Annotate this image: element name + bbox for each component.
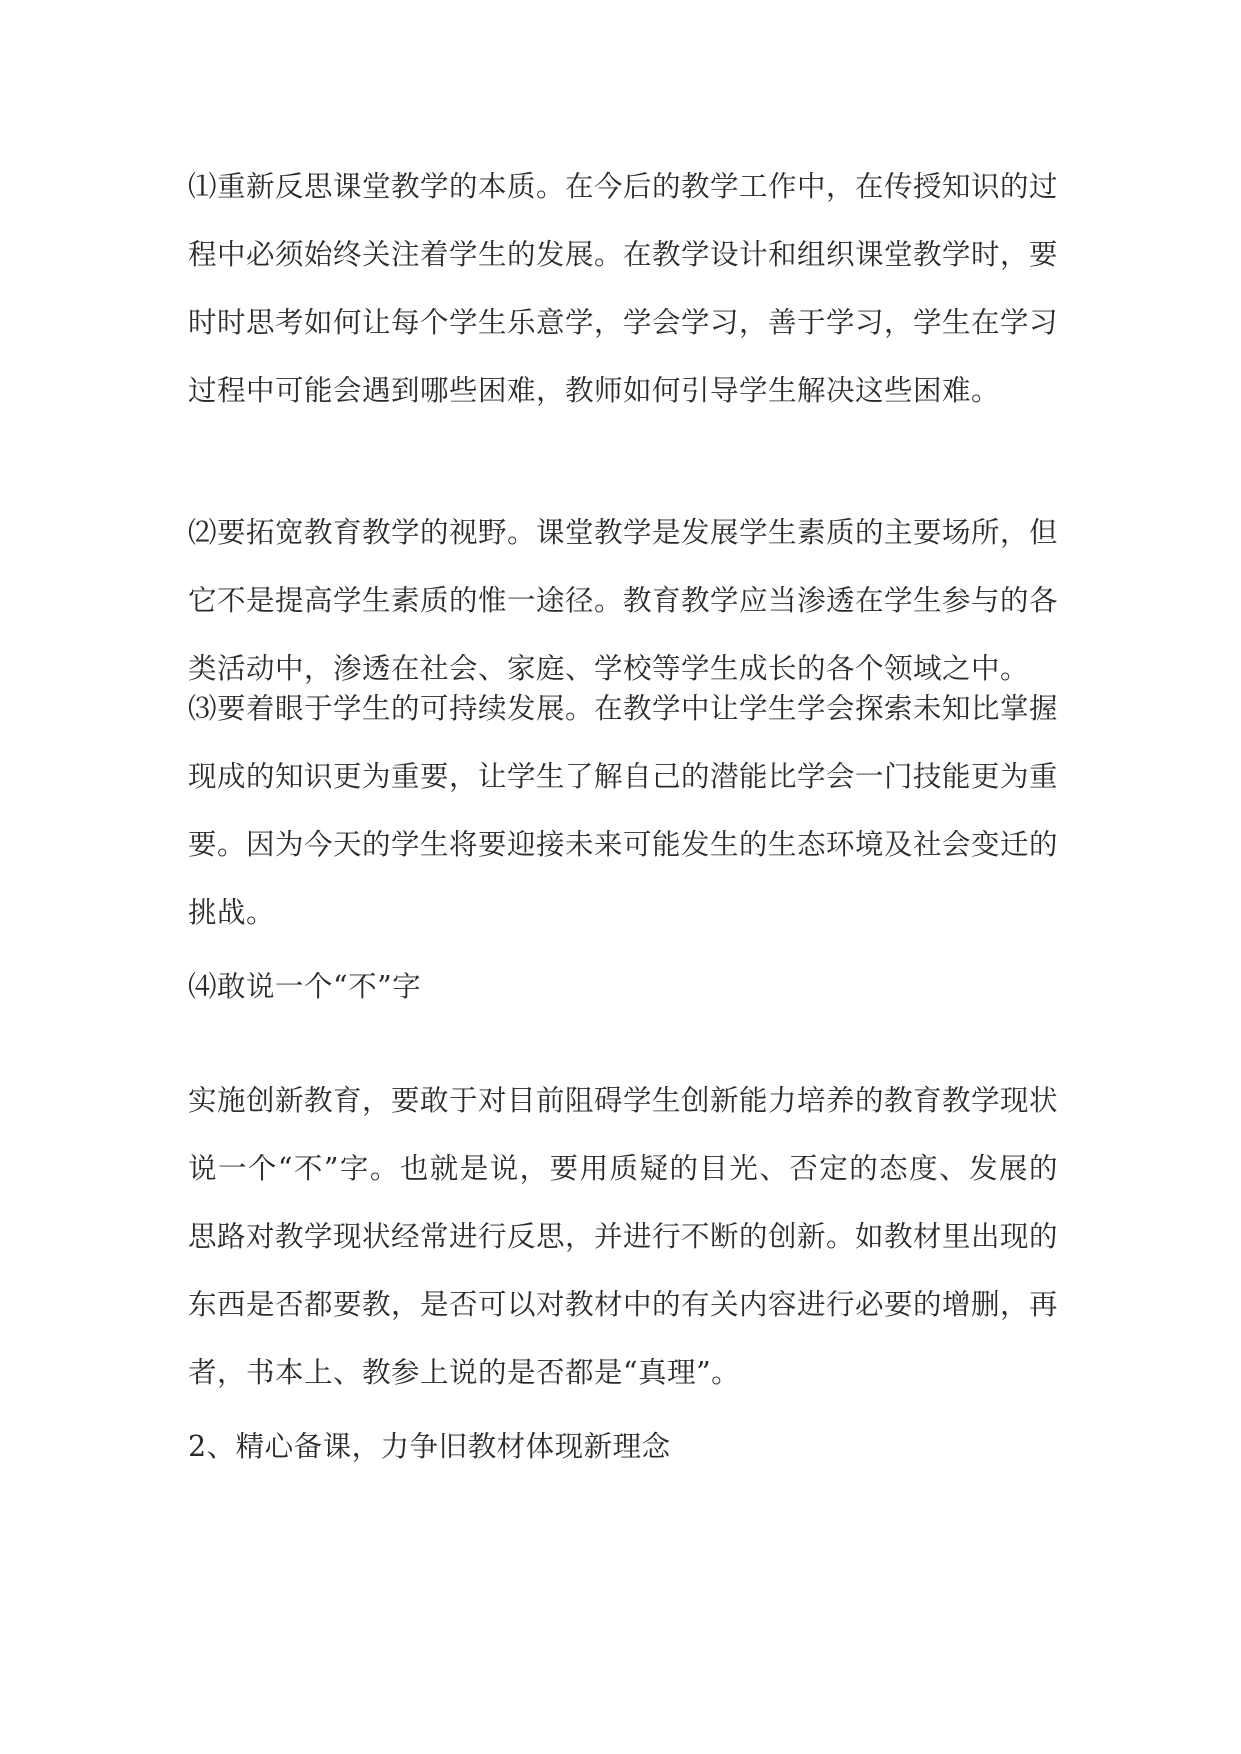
heading-lesson-preparation: 2、精心备课，力争旧教材体现新理念 [188, 1430, 671, 1463]
paragraph-broaden-vision: ⑵要拓宽教育教学的视野。课堂教学是发展学生素质的主要场所，但它不是提高学生素质的惟一途径。教育教学应当渗透在学生参与的各类活动中，渗透在社会、家庭、学校等学生成长的各个领域之中。 [188, 516, 1059, 685]
paragraph-reflect-teaching-essence: ⑴重新反思课堂教学的本质。在今后的教学工作中，在传授知识的过程中必须始终关注着学生的发展。在教学设计和组织课堂教学时，要时时思考如何让每个学生乐意学，学会学习，善于学习，学生在学习过程中可能会遇到哪些困难，教师如何引导学生解决这些困难。 [188, 170, 1059, 407]
paragraph-innovative-education: 实施创新教育，要敢于对目前阻碍学生创新能力培养的教育教学现状说一个“不”字。也就是说，要用质疑的目光、否定的态度、发展的思路对教学现状经常进行反思，并进行不断的创新。如教材里出现的东西是否都要教，是否可以对教材中的有关内容进行必要的增删，再者，书本上、教参上说的是否都是“真理”。 [188, 1084, 1059, 1389]
paragraph-sustainable-development: ⑶要着眼于学生的可持续发展。在教学中让学生学会探索未知比掌握现成的知识更为重要，让学生了解自己的潜能比学会一门技能更为重要。因为今天的学生将要迎接未来可能发生的生态环境及社会变迁的挑战。 [188, 692, 1059, 929]
heading-dare-say-no: ⑷敢说一个“不”字 [188, 970, 422, 1003]
